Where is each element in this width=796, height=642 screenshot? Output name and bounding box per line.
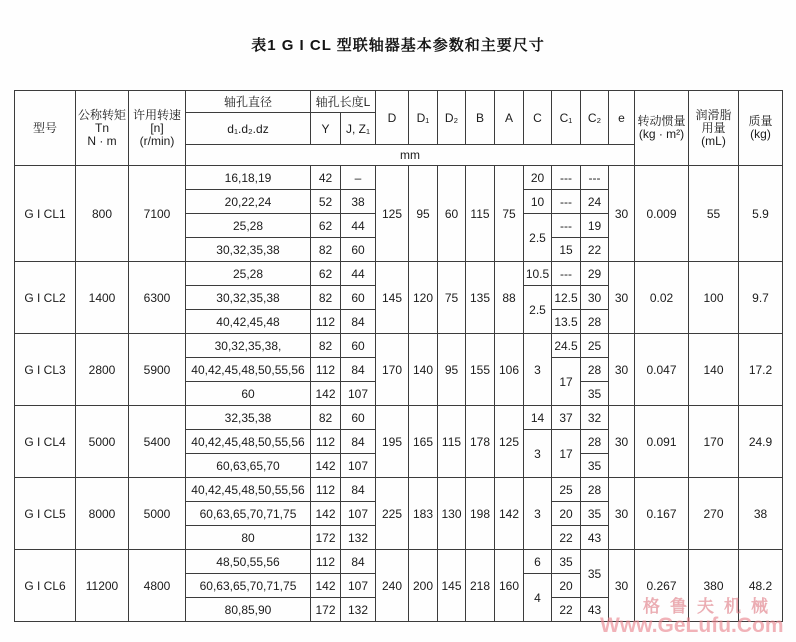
- C1-cell: 35: [552, 550, 581, 574]
- D1-cell: 165: [409, 406, 438, 478]
- grease-cell: 140: [689, 334, 739, 406]
- D1-cell: 200: [409, 550, 438, 622]
- C-cell: 4: [524, 574, 552, 622]
- y-cell: 142: [311, 382, 341, 406]
- col-header-C: C: [524, 91, 552, 145]
- D-cell: 195: [376, 406, 409, 478]
- bore-dia-cell: 48,50,55,56: [186, 550, 311, 574]
- C-cell: 2.5: [524, 214, 552, 262]
- C2-cell: 28: [581, 358, 609, 382]
- coupling-spec-table: [14, 90, 783, 622]
- y-cell: 172: [311, 526, 341, 550]
- speed-cell: 5900: [129, 334, 186, 406]
- D2-cell: 60: [438, 166, 466, 262]
- D1-cell: 120: [409, 262, 438, 334]
- C2-cell: 28: [581, 478, 609, 502]
- bore-dia-cell: 32,35,38: [186, 406, 311, 430]
- C2-cell: 28: [581, 310, 609, 334]
- C1-cell: 12.5: [552, 286, 581, 310]
- model-cell: G I CL4: [15, 406, 76, 478]
- bore-dia-cell: 20,22,24: [186, 190, 311, 214]
- D1-cell: 140: [409, 334, 438, 406]
- jz-cell: –: [341, 166, 376, 190]
- A-cell: 142: [495, 478, 524, 550]
- inertia-cell: 0.167: [635, 478, 689, 550]
- mass-cell: 17.2: [739, 334, 783, 406]
- bore-dia-cell: 40,42,45,48,50,55,56: [186, 430, 311, 454]
- B-cell: 178: [466, 406, 495, 478]
- torque-label-line: 公称转矩: [77, 107, 126, 122]
- torque-cell: 8000: [76, 478, 129, 550]
- D2-cell: 130: [438, 478, 466, 550]
- C1-cell: 25: [552, 478, 581, 502]
- speed-cell: 5400: [129, 406, 186, 478]
- C-cell: 3: [524, 334, 552, 406]
- jz-cell: 107: [341, 382, 376, 406]
- speed-cell: 7100: [129, 166, 186, 262]
- jz-cell: 60: [341, 238, 376, 262]
- e-cell: 30: [609, 550, 635, 622]
- A-cell: 125: [495, 406, 524, 478]
- D2-cell: 145: [438, 550, 466, 622]
- C-cell: 6: [524, 550, 552, 574]
- inertia-cell: 0.02: [635, 262, 689, 334]
- mass-label-line: 质量: [748, 114, 773, 128]
- y-cell: 142: [311, 502, 341, 526]
- C1-cell: 20: [552, 574, 581, 598]
- model-cell: G I CL6: [15, 550, 76, 622]
- torque-label-line: N · m: [87, 133, 117, 148]
- C1-cell: ---: [552, 262, 581, 286]
- page-title: 表1 G I CL 型联轴器基本参数和主要尺寸: [251, 37, 545, 54]
- D2-cell: 95: [438, 334, 466, 406]
- jz-cell: 132: [341, 598, 376, 622]
- jz-cell: 44: [341, 262, 376, 286]
- bore-dia-cell: 40,42,45,48,50,55,56: [186, 478, 311, 502]
- torque-cell: 1400: [76, 262, 129, 334]
- C2-cell: 29: [581, 262, 609, 286]
- jz-cell: 84: [341, 358, 376, 382]
- C2-cell: 28: [581, 430, 609, 454]
- bore-dia-cell: 40,42,45,48,50,55,56: [186, 358, 311, 382]
- e-cell: 30: [609, 262, 635, 334]
- D-cell: 125: [376, 166, 409, 262]
- col-header-torque: [76, 91, 129, 166]
- B-cell: 198: [466, 478, 495, 550]
- col-header-model: 型号: [15, 91, 76, 166]
- C2-cell: 35: [581, 382, 609, 406]
- model-cell: G I CL1: [15, 166, 76, 262]
- C2-cell: 22: [581, 238, 609, 262]
- bore-dia-cell: 60,63,65,70,71,75: [186, 502, 311, 526]
- col-header-mass: [739, 91, 783, 166]
- y-cell: 82: [311, 238, 341, 262]
- C1-cell: ---: [552, 190, 581, 214]
- D-cell: 225: [376, 478, 409, 550]
- C1-cell: ---: [552, 166, 581, 190]
- y-cell: 172: [311, 598, 341, 622]
- y-cell: 82: [311, 406, 341, 430]
- grease-cell: 100: [689, 262, 739, 334]
- C-cell: 2.5: [524, 286, 552, 334]
- jz-cell: 44: [341, 214, 376, 238]
- D2-cell: 115: [438, 406, 466, 478]
- jz-cell: 60: [341, 286, 376, 310]
- jz-cell: 60: [341, 334, 376, 358]
- B-cell: 115: [466, 166, 495, 262]
- mass-cell: 38: [739, 478, 783, 550]
- col-header-length-JZ: J, Z₁: [341, 113, 376, 145]
- C1-cell: ---: [552, 214, 581, 238]
- speed-cell: 4800: [129, 550, 186, 622]
- bore-dia-cell: 30,32,35,38,: [186, 334, 311, 358]
- C2-cell: ---: [581, 166, 609, 190]
- col-header-A: A: [495, 91, 524, 145]
- jz-cell: 60: [341, 406, 376, 430]
- bore-dia-cell: 25,28: [186, 262, 311, 286]
- bore-dia-cell: 80: [186, 526, 311, 550]
- A-cell: 75: [495, 166, 524, 262]
- C2-cell: 32: [581, 406, 609, 430]
- grease-cell: 170: [689, 406, 739, 478]
- B-cell: 218: [466, 550, 495, 622]
- col-header-grease: [689, 91, 739, 166]
- torque-cell: 800: [76, 166, 129, 262]
- C-cell: 3: [524, 430, 552, 478]
- y-cell: 52: [311, 190, 341, 214]
- col-header-speed: [129, 91, 186, 166]
- C-cell: 10.5: [524, 262, 552, 286]
- torque-cell: 5000: [76, 406, 129, 478]
- watermark-url-text: Www.GeLufu.Com: [600, 614, 784, 637]
- y-cell: 82: [311, 286, 341, 310]
- mass-cell: 48.2: [739, 550, 783, 622]
- C2-cell: 43: [581, 526, 609, 550]
- col-header-length-Y: Y: [311, 113, 341, 145]
- y-cell: 142: [311, 574, 341, 598]
- mass-cell: 9.7: [739, 262, 783, 334]
- D-cell: 170: [376, 334, 409, 406]
- C2-cell: 24: [581, 190, 609, 214]
- A-cell: 106: [495, 334, 524, 406]
- torque-cell: 11200: [76, 550, 129, 622]
- C-cell: 14: [524, 406, 552, 430]
- B-cell: 135: [466, 262, 495, 334]
- y-cell: 112: [311, 358, 341, 382]
- col-header-bore-diameter: 轴孔直径: [186, 91, 311, 113]
- torque-cell: 2800: [76, 334, 129, 406]
- e-cell: 30: [609, 406, 635, 478]
- grease-cell: 270: [689, 478, 739, 550]
- C2-cell: 19: [581, 214, 609, 238]
- B-cell: 155: [466, 334, 495, 406]
- bore-dia-cell: 16,18,19: [186, 166, 311, 190]
- y-cell: 62: [311, 214, 341, 238]
- jz-cell: 107: [341, 574, 376, 598]
- col-header-inertia: [635, 91, 689, 166]
- y-cell: 112: [311, 430, 341, 454]
- C2-cell: 35: [581, 550, 609, 598]
- inertia-cell: 0.267: [635, 550, 689, 622]
- col-header-D1: D₁: [409, 91, 438, 145]
- y-cell: 142: [311, 454, 341, 478]
- mass-cell: 5.9: [739, 166, 783, 262]
- grease-cell: 380: [689, 550, 739, 622]
- A-cell: 160: [495, 550, 524, 622]
- C1-cell: 17: [552, 358, 581, 406]
- C-cell: 3: [524, 478, 552, 550]
- C1-cell: 37: [552, 406, 581, 430]
- col-header-D: D: [376, 91, 409, 145]
- model-cell: G I CL3: [15, 334, 76, 406]
- grease-label-line: 用量: [701, 120, 726, 135]
- model-cell: G I CL5: [15, 478, 76, 550]
- C2-cell: 43: [581, 598, 609, 622]
- col-header-D2: D₂: [438, 91, 466, 145]
- C1-cell: 17: [552, 430, 581, 478]
- speed-label-line: (r/min): [139, 133, 175, 148]
- D2-cell: 75: [438, 262, 466, 334]
- bore-dia-cell: 25,28: [186, 214, 311, 238]
- watermark-brand-text: 格鲁夫机械: [643, 597, 778, 616]
- C2-cell: 25: [581, 334, 609, 358]
- y-cell: 112: [311, 310, 341, 334]
- grease-label-line: 润滑脂: [695, 107, 732, 122]
- y-cell: 42: [311, 166, 341, 190]
- model-cell: G I CL2: [15, 262, 76, 334]
- y-cell: 62: [311, 262, 341, 286]
- D1-cell: 95: [409, 166, 438, 262]
- inertia-cell: 0.091: [635, 406, 689, 478]
- jz-cell: 107: [341, 502, 376, 526]
- inertia-cell: 0.047: [635, 334, 689, 406]
- bore-dia-cell: 60,63,65,70,71,75: [186, 574, 311, 598]
- jz-cell: 132: [341, 526, 376, 550]
- col-header-C2: C₂: [581, 91, 609, 145]
- jz-cell: 84: [341, 550, 376, 574]
- bore-dia-cell: 80,85,90: [186, 598, 311, 622]
- C2-cell: 30: [581, 286, 609, 310]
- mass-label-line: (kg): [750, 127, 771, 141]
- col-header-bore-diameter-sub: d₁.d₂.dz: [186, 113, 311, 145]
- y-cell: 112: [311, 550, 341, 574]
- C-cell: 20: [524, 166, 552, 190]
- bore-dia-cell: 60,63,65,70: [186, 454, 311, 478]
- inertia-label-line: (kg · m²): [638, 127, 685, 141]
- C2-cell: 35: [581, 454, 609, 478]
- unit-row-mm: mm: [186, 145, 635, 166]
- mass-cell: 24.9: [739, 406, 783, 478]
- jz-cell: 84: [341, 478, 376, 502]
- C2-cell: 35: [581, 502, 609, 526]
- jz-cell: 38: [341, 190, 376, 214]
- speed-label-line: [n]: [150, 120, 164, 135]
- col-header-e: e: [609, 91, 635, 145]
- inertia-cell: 0.009: [635, 166, 689, 262]
- bore-dia-cell: 30,32,35,38: [186, 286, 311, 310]
- jz-cell: 84: [341, 430, 376, 454]
- e-cell: 30: [609, 166, 635, 262]
- C1-cell: 22: [552, 526, 581, 550]
- A-cell: 88: [495, 262, 524, 334]
- bore-dia-cell: 60: [186, 382, 311, 406]
- bore-dia-cell: 30,32,35,38: [186, 238, 311, 262]
- D1-cell: 183: [409, 478, 438, 550]
- grease-cell: 55: [689, 166, 739, 262]
- jz-cell: 84: [341, 310, 376, 334]
- D-cell: 240: [376, 550, 409, 622]
- bore-dia-cell: 40,42,45,48: [186, 310, 311, 334]
- speed-label-line: 许用转速: [132, 107, 181, 122]
- speed-cell: 6300: [129, 262, 186, 334]
- D-cell: 145: [376, 262, 409, 334]
- y-cell: 82: [311, 334, 341, 358]
- C1-cell: 13.5: [552, 310, 581, 334]
- speed-cell: 5000: [129, 478, 186, 550]
- e-cell: 30: [609, 478, 635, 550]
- col-header-C1: C₁: [552, 91, 581, 145]
- grease-label-line: (mL): [701, 133, 726, 148]
- y-cell: 112: [311, 478, 341, 502]
- C1-cell: 15: [552, 238, 581, 262]
- col-header-bore-length: 轴孔长度L: [311, 91, 376, 113]
- jz-cell: 107: [341, 454, 376, 478]
- C1-cell: 22: [552, 598, 581, 622]
- C1-cell: 20: [552, 502, 581, 526]
- e-cell: 30: [609, 334, 635, 406]
- C1-cell: 24.5: [552, 334, 581, 358]
- C-cell: 10: [524, 190, 552, 214]
- torque-label-line: Tn: [94, 120, 109, 135]
- inertia-label-line: 转动惯量: [637, 114, 686, 128]
- col-header-B: B: [466, 91, 495, 145]
